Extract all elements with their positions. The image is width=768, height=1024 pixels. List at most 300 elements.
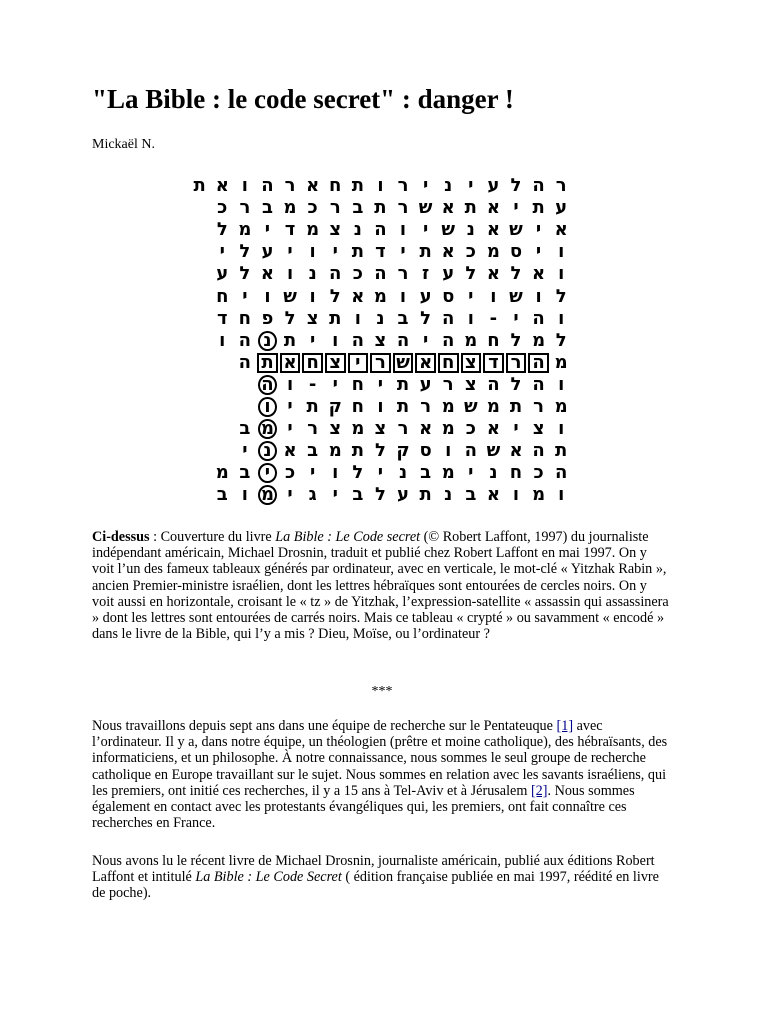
grid-letter <box>143 484 166 506</box>
grid-letter: ח <box>238 307 252 329</box>
grid-letter: נ <box>258 331 277 351</box>
grid-letter <box>121 219 144 241</box>
grid-letter: מ <box>554 395 568 417</box>
grid-letter: ע <box>419 373 432 395</box>
grid-letter: י <box>332 484 338 506</box>
grid-letter: י <box>258 463 277 483</box>
para2-book-title: La Bible : Le Code Secret <box>195 869 342 886</box>
grid-letter: צ <box>532 418 545 440</box>
grid-letter <box>143 330 166 352</box>
grid-letter <box>121 484 144 506</box>
grid-letter: ו <box>264 285 271 307</box>
caption-paragraph <box>92 529 672 642</box>
grid-letter: ח <box>302 353 323 373</box>
grid-letter <box>234 396 257 418</box>
para2-text-1: Nous avons lu le récent livre de Michael Drosnin, journaliste américain, publié aux éditions Robert Laffont et intitulé <box>92 853 655 886</box>
grid-letter <box>188 219 211 241</box>
grid-letter <box>143 352 166 374</box>
grid-letter <box>188 308 211 330</box>
grid-letter: ה <box>532 373 545 395</box>
grid-letter: מ <box>328 440 342 462</box>
grid-letter: ר <box>442 373 454 395</box>
grid-letter: ח <box>487 329 500 351</box>
grid-letter: ו <box>445 440 452 462</box>
grid-letter <box>98 175 121 197</box>
grid-letter: ה <box>464 440 477 462</box>
grid-letter <box>166 219 189 241</box>
grid-letter: ו <box>241 484 248 506</box>
grid-letter: ה <box>238 351 252 373</box>
grid-letter <box>98 484 121 506</box>
grid-letter <box>121 308 144 330</box>
grid-letter <box>188 330 211 352</box>
grid-letter: נ <box>398 462 408 484</box>
grid-letter: ס <box>442 285 455 307</box>
grid-letter: כ <box>307 197 318 219</box>
grid-letter: ס <box>509 241 523 263</box>
grid-letter: ק <box>396 440 410 462</box>
grid-letter: א <box>215 175 229 197</box>
grid-letter: ת <box>351 175 364 197</box>
grid-letter: ו <box>258 397 277 417</box>
caption-book-title: La Bible : Le Code secret <box>275 529 421 545</box>
grid-letter: י <box>468 175 474 197</box>
grid-letter: צ <box>461 353 482 373</box>
grid-letter: ס <box>419 440 432 462</box>
grid-letter: ת <box>193 175 206 197</box>
grid-letter: ה <box>487 373 500 395</box>
grid-letter: נ <box>353 219 362 241</box>
grid-letter: י <box>422 329 429 351</box>
grid-letter <box>143 285 166 307</box>
grid-letter: ל <box>555 329 567 351</box>
grid-letter: ל <box>465 263 477 285</box>
grid-letter <box>166 462 189 484</box>
grid-letter: י <box>348 353 369 373</box>
grid-letter: ת <box>532 197 545 219</box>
grid-letter <box>166 175 189 197</box>
grid-letter: ו <box>558 241 565 263</box>
grid-letter: א <box>441 197 455 219</box>
grid-letter: ו <box>332 329 339 351</box>
grid-letter: ה <box>374 219 387 241</box>
grid-letter: י <box>287 418 293 440</box>
grid-letter: ר <box>506 353 527 373</box>
grid-letter: ב <box>261 197 273 219</box>
grid-letter: ת <box>374 197 387 219</box>
grid-letter: ש <box>486 440 501 462</box>
grid-letter: צ <box>329 219 342 241</box>
grid-letter: א <box>283 440 297 462</box>
article-author: Mickaël N. <box>92 137 155 152</box>
grid-letter: מ <box>351 418 365 440</box>
grid-letter <box>211 396 234 418</box>
grid-letter: ת <box>351 440 364 462</box>
grid-letter <box>188 374 211 396</box>
grid-letter: ל <box>510 373 522 395</box>
grid-letter: ל <box>555 285 567 307</box>
grid-letter: א <box>260 263 275 285</box>
grid-letter: ל <box>510 175 522 197</box>
grid-letter: ה <box>532 440 545 462</box>
grid-letter: ג <box>308 484 317 506</box>
grid-letter: א <box>280 353 301 373</box>
hebrew-letter-grid <box>98 175 572 506</box>
grid-letter: י <box>513 307 519 329</box>
grid-letter <box>166 197 189 219</box>
grid-letter <box>211 440 234 462</box>
grid-letter <box>234 374 257 396</box>
grid-letter: ד <box>375 241 386 263</box>
grid-letter: ו <box>377 395 384 417</box>
grid-letter: מ <box>554 351 568 373</box>
grid-letter: ו <box>558 418 565 440</box>
grid-letter: י <box>264 219 271 241</box>
grid-letter: ה <box>261 175 274 197</box>
grid-letter: ת <box>396 395 410 417</box>
grid-letter: מ <box>441 462 455 484</box>
grid-letter: י <box>535 241 542 263</box>
grid-letter: ר <box>307 418 319 440</box>
grid-letter <box>188 197 211 219</box>
grid-letter: ו <box>467 307 474 329</box>
grid-letter: א <box>486 219 500 241</box>
grid-letter: צ <box>306 307 319 329</box>
grid-letter: צ <box>374 329 387 351</box>
grid-letter <box>166 308 189 330</box>
grid-letter <box>98 263 121 285</box>
grid-letter: ו <box>286 373 294 395</box>
grid-letter: י <box>309 329 316 351</box>
grid-letter <box>98 418 121 440</box>
grid-letter: ר <box>397 263 409 285</box>
para1-text-2: avec l’ordinateur. Il y a, dans notre équipe, un théologien (prêtre et moine catholique), des hébraïsants, des informaticiens, et un philosophe. À notre connaissance, nous sommes le seul groupe de recherche catholique en Europe travaillant sur le sujet. Nous sommes en relation avec les savants israéliens, qui les premiers, ont initié ces recherches, il y a 15 ans à Tel-Aviv et à Jérusalem <box>92 718 668 799</box>
grid-letter: ו <box>490 285 497 307</box>
grid-letter: ו <box>558 307 565 329</box>
grid-letter <box>121 396 144 418</box>
grid-letter: כ <box>284 462 296 484</box>
grid-letter <box>98 197 121 219</box>
grid-letter: א <box>351 285 365 307</box>
grid-letter: ק <box>328 395 342 417</box>
grid-letter: י <box>332 241 338 263</box>
grid-letter <box>98 219 121 241</box>
grid-letter <box>143 175 166 197</box>
grid-letter: ת <box>396 373 410 395</box>
grid-letter: ת <box>419 484 432 506</box>
grid-letter <box>166 241 189 263</box>
grid-letter: מ <box>441 418 455 440</box>
grid-letter <box>166 352 189 374</box>
grid-letter: - <box>308 373 317 395</box>
grid-letter: ת <box>351 241 364 263</box>
grid-letter: ו <box>558 373 565 395</box>
grid-letter: י <box>422 219 429 241</box>
grid-letter: ת <box>329 307 342 329</box>
para2-text-2: ( édition française publiée en mai 1997, réédité en livre de poche). <box>92 869 659 902</box>
article-title: "La Bible : le code secret" : danger ! <box>92 84 514 114</box>
grid-letter: א <box>306 175 320 197</box>
grid-letter: ת <box>257 353 278 373</box>
grid-letter: נ <box>308 263 317 285</box>
grid-letter: ח <box>509 462 523 484</box>
grid-letter: ב <box>397 307 409 329</box>
grid-letter: ו <box>354 307 361 329</box>
grid-letter <box>121 241 144 263</box>
grid-letter: א <box>509 440 523 462</box>
grid-letter <box>143 440 166 462</box>
caption-text-1: : Couverture du livre <box>149 529 276 545</box>
grid-letter: ל <box>239 241 251 263</box>
grid-letter: י <box>332 373 338 395</box>
grid-letter: ל <box>352 462 364 484</box>
grid-letter <box>121 263 144 285</box>
grid-letter: ה <box>442 329 455 351</box>
footnote-link-1[interactable]: [1] <box>556 718 574 734</box>
grid-letter <box>121 418 144 440</box>
grid-letter: י <box>468 462 474 484</box>
grid-letter <box>166 285 189 307</box>
grid-letter: ע <box>419 285 432 307</box>
grid-letter: כ <box>465 418 476 440</box>
grid-letter: ל <box>374 484 386 506</box>
grid-letter <box>188 418 211 440</box>
grid-letter: ה <box>238 329 252 351</box>
grid-letter: מ <box>283 197 297 219</box>
grid-letter <box>121 352 144 374</box>
para1-text-1: Nous travaillons depuis sept ans dans une équipe de recherche sur le Pentateuque <box>92 718 557 734</box>
grid-letter <box>121 330 144 352</box>
grid-letter <box>121 285 144 307</box>
grid-letter: צ <box>329 418 342 440</box>
grid-letter: ש <box>509 219 523 241</box>
body-paragraph-1 <box>92 718 672 831</box>
grid-letter: ח <box>216 285 229 307</box>
grid-letter: כ <box>352 263 363 285</box>
grid-letter: ש <box>509 285 523 307</box>
grid-letter <box>98 462 121 484</box>
grid-letter: מ <box>486 241 500 263</box>
grid-letter: י <box>535 219 542 241</box>
grid-letter: ר <box>284 175 296 197</box>
grid-letter: א <box>532 263 546 285</box>
grid-letter: ש <box>463 395 478 417</box>
grid-letter: ב <box>239 418 251 440</box>
grid-letter: ו <box>377 175 384 197</box>
grid-letter <box>188 484 211 506</box>
grid-letter: ר <box>329 197 341 219</box>
grid-letter: ו <box>399 219 407 241</box>
grid-letter: ב <box>216 484 228 506</box>
grid-letter: י <box>422 175 429 197</box>
grid-letter <box>121 462 144 484</box>
grid-letter: א <box>486 418 500 440</box>
grid-letter: ע <box>442 263 455 285</box>
grid-letter: מ <box>238 219 252 241</box>
grid-letter: נ <box>444 175 453 197</box>
grid-letter <box>143 197 166 219</box>
grid-letter: א <box>486 484 500 506</box>
grid-letter: א <box>441 241 455 263</box>
section-separator: *** <box>371 684 393 699</box>
grid-letter: ת <box>419 241 432 263</box>
grid-letter <box>188 440 211 462</box>
grid-letter: ב <box>352 197 364 219</box>
grid-letter <box>98 374 121 396</box>
grid-letter <box>121 440 144 462</box>
grid-letter: ר <box>397 175 409 197</box>
grid-letter: ל <box>329 285 341 307</box>
grid-letter: ה <box>442 307 455 329</box>
grid-letter <box>143 396 166 418</box>
grid-letter: ב <box>352 484 364 506</box>
grid-letter: ה <box>528 353 549 373</box>
grid-letter: ר <box>420 395 432 417</box>
grid-letter: י <box>219 241 225 263</box>
grid-letter: ע <box>397 484 410 506</box>
grid-letter <box>166 418 189 440</box>
grid-letter <box>166 374 189 396</box>
grid-letter: ו <box>558 484 565 506</box>
grid-letter: ו <box>219 329 226 351</box>
grid-letter: נ <box>258 441 277 461</box>
grid-letter: ד <box>216 307 228 329</box>
grid-letter: ל <box>420 307 432 329</box>
grid-letter: פ <box>261 307 274 329</box>
grid-letter: מ <box>306 219 320 241</box>
grid-letter: ה <box>258 375 277 395</box>
grid-letter: נ <box>376 307 385 329</box>
grid-letter: מ <box>373 285 387 307</box>
grid-letter: ר <box>533 395 544 417</box>
grid-letter: ת <box>509 395 523 417</box>
grid-letter <box>166 263 189 285</box>
body-paragraph-2 <box>92 853 672 902</box>
grid-letter: ש <box>283 285 297 307</box>
grid-letter: י <box>513 418 519 440</box>
grid-letter <box>211 352 234 374</box>
grid-letter: ד <box>483 353 504 373</box>
grid-letter <box>188 241 211 263</box>
grid-letter: ו <box>332 462 339 484</box>
grid-letter: ש <box>441 219 456 241</box>
grid-letter: ת <box>464 197 477 219</box>
grid-letter: ל <box>216 219 228 241</box>
grid-letter: ל <box>510 263 522 285</box>
grid-letter: י <box>309 462 316 484</box>
grid-letter: ה <box>351 329 365 351</box>
grid-letter: ד <box>284 219 296 241</box>
grid-letter: ו <box>399 285 407 307</box>
grid-letter <box>143 374 166 396</box>
grid-letter <box>211 418 234 440</box>
grid-letter: צ <box>325 353 346 373</box>
grid-letter: ה <box>532 175 545 197</box>
grid-letter: ר <box>397 418 409 440</box>
grid-letter: נ <box>489 462 498 484</box>
grid-letter: מ <box>486 395 500 417</box>
grid-letter <box>166 330 189 352</box>
grid-letter: ר <box>370 353 391 373</box>
grid-letter <box>121 175 144 197</box>
footnote-link-2[interactable]: [2] <box>530 782 548 799</box>
grid-letter: ר <box>555 175 567 197</box>
grid-letter <box>143 241 166 263</box>
grid-letter: א <box>486 263 500 285</box>
grid-letter <box>98 241 121 263</box>
grid-letter <box>166 440 189 462</box>
grid-letter: ר <box>397 197 409 219</box>
grid-letter: ה <box>532 307 545 329</box>
grid-letter: י <box>513 197 519 219</box>
grid-letter <box>143 219 166 241</box>
grid-letter <box>121 197 144 219</box>
grid-letter: ו <box>286 263 294 285</box>
grid-letter: א <box>415 353 436 373</box>
grid-letter: ו <box>309 285 316 307</box>
caption-text-2: (© Robert Laffont, 1997) du journaliste indépendant américain, Michael Drosnin, traduit et publié chez Robert Laffont en mai 1997. On y voit l’un des fameux tableaux générés par ordinateur, avec en verticale, le mot-clé « Yitzhak Rabin », ancien Premier-ministre israélien, dont les lettres hébraïques sont entourées de cercles noirs. On y voit aussi en horizontale, croisant le « tz » de Yitzhak, l’expression-satellite « assassin qui assassinera » dont les lettres sont entourées de carrés noirs. Mais ce tableau « crypté » ou savamment « encodé » dans le livre de la Bible, qui l’y a mis ? Dieu, Moïse, ou l’ordinateur ? <box>92 529 669 643</box>
grid-letter: ב <box>307 440 319 462</box>
grid-letter: ו <box>512 484 520 506</box>
grid-letter: י <box>287 484 293 506</box>
grid-letter <box>188 263 211 285</box>
grid-letter: ו <box>241 175 248 197</box>
grid-letter: ה <box>329 263 342 285</box>
grid-letter <box>143 462 166 484</box>
grid-letter: ב <box>239 462 251 484</box>
grid-letter: מ <box>532 484 546 506</box>
grid-letter <box>121 374 144 396</box>
grid-letter: מ <box>532 329 546 351</box>
grid-letter: ת <box>283 329 297 351</box>
grid-letter: א <box>554 219 568 241</box>
grid-letter: מ <box>258 419 277 439</box>
grid-letter: נ <box>466 219 475 241</box>
grid-letter: ו <box>309 241 316 263</box>
para1-text-3: . Nous sommes également en contact avec les protestants évangéliques qui, les premiers, ont fait connaître ces recherches en France. <box>92 782 635 832</box>
grid-letter: י <box>242 440 248 462</box>
grid-letter: ב <box>420 462 432 484</box>
grid-letter: ה <box>374 263 387 285</box>
grid-letter: ת <box>555 440 568 462</box>
grid-letter <box>98 352 121 374</box>
grid-letter <box>188 462 211 484</box>
grid-letter: י <box>400 241 406 263</box>
grid-letter: ל <box>239 263 251 285</box>
grid-letter: ע <box>487 175 500 197</box>
grid-letter: ה <box>554 462 568 484</box>
grid-letter <box>188 352 211 374</box>
grid-letter: ש <box>418 197 433 219</box>
grid-letter: מ <box>464 329 478 351</box>
grid-letter: ח <box>351 395 365 417</box>
grid-letter: ל <box>374 440 386 462</box>
grid-letter: י <box>377 462 384 484</box>
grid-letter <box>166 484 189 506</box>
grid-letter: ר <box>239 197 251 219</box>
grid-letter: י <box>377 373 384 395</box>
grid-letter: ע <box>216 263 229 285</box>
grid-letter <box>143 308 166 330</box>
grid-letter: ש <box>393 353 414 373</box>
grid-letter: נ <box>444 484 453 506</box>
grid-letter <box>98 308 121 330</box>
grid-letter: י <box>468 285 474 307</box>
grid-letter: כ <box>217 197 228 219</box>
grid-letter: כ <box>465 241 476 263</box>
grid-letter: צ <box>464 373 477 395</box>
grid-letter: ל <box>510 329 522 351</box>
